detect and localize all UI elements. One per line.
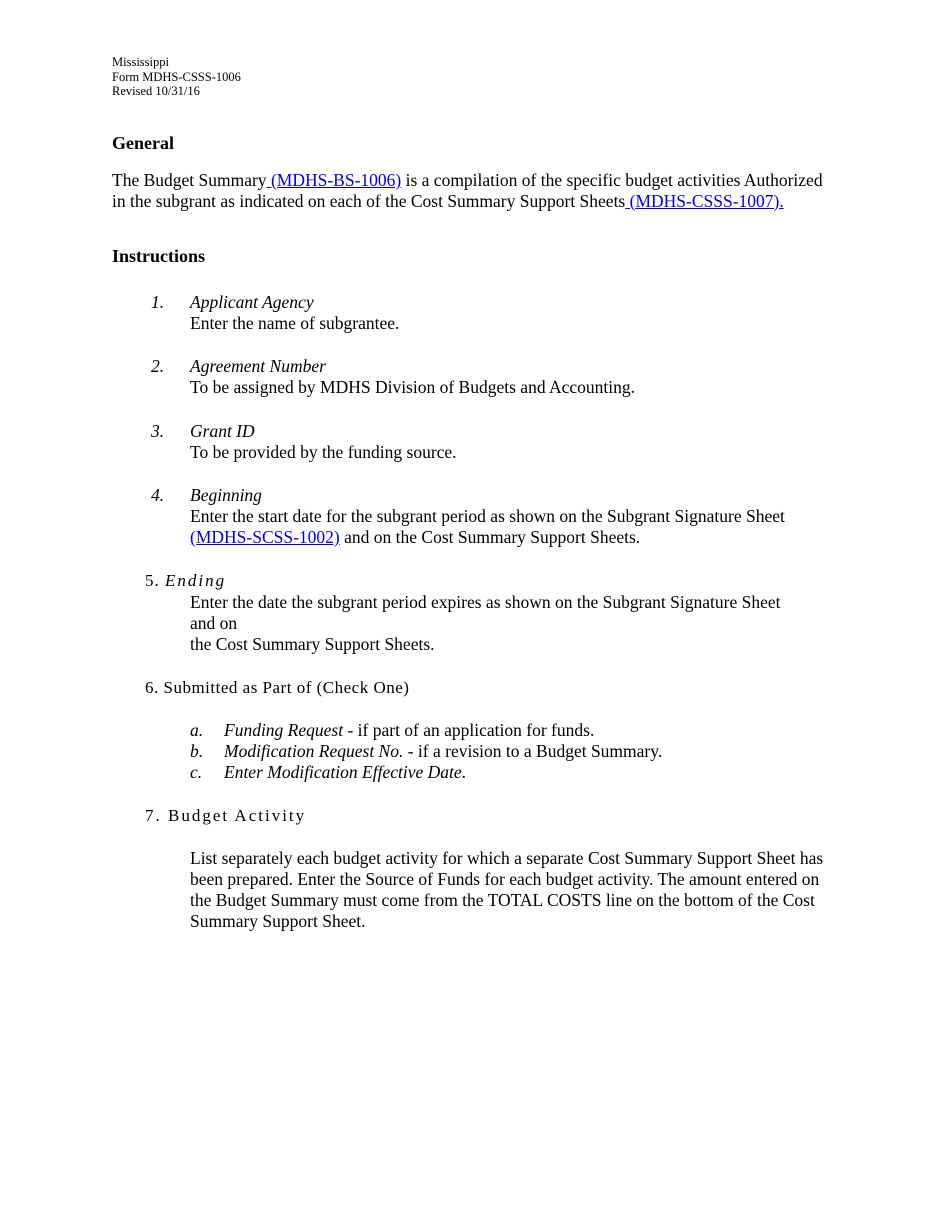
item-6a-title: Funding Request [224,720,344,740]
item-4-title: Beginning [190,485,262,505]
item-7-label: 7. Budget Activity [145,806,307,825]
item-6b-letter: b. [190,741,204,761]
item-6b-desc: - if a revision to a Budget Summary. [403,741,663,761]
item-6c-title: Enter Modification Effective Date [224,762,462,782]
item-6b-text [224,741,662,762]
item-6a-desc: - if part of an application for funds. [343,720,595,740]
general-heading: General [112,133,174,153]
item-5-line-2: and on [190,613,238,633]
item-1-text: Enter the name of subgrantee. [190,313,400,333]
item-2-text: To be assigned by MDHS Division of Budgets and Accounting. [190,377,635,397]
item-2-title: Agreement Number [190,356,326,376]
item-6c-desc: . [461,762,467,782]
item-4-text-main: Enter the start date for the subgrant period as shown on the Subgrant Signature Sheet [190,506,785,526]
item-5-text [190,592,840,655]
header-form-number: Form MDHS-CSSS-1006 [112,69,241,84]
item-5-line-1: Enter the date the subgrant period expires as shown on the Subgrant Signature Sheet [190,592,781,612]
item-5-line-3: the Cost Summary Support Sheets. [190,634,435,654]
general-text-1: The Budget Summary [112,170,267,190]
item-5-label [145,570,226,591]
general-paragraph [112,170,832,211]
instructions-heading: Instructions [112,246,206,266]
item-3-title: Grant ID [190,421,255,441]
item-3-number: 3. [151,421,165,441]
item-6c-letter: c. [190,762,203,782]
item-1-title: Applicant Agency [190,292,314,312]
item-7-text: List separately each budget activity for which a separate Cost Summary Support Sheet has been prepared. Enter the Source of Funds for each budget activity. The amount entered on the Budget Summary must come from the TOTAL COSTS line on the bottom of the Cost Summary Support Sheet. [190,848,824,931]
link-mdhs-bs-1006[interactable]: (MDHS-BS-1006) [266,170,402,190]
item-1-number: 1. [151,292,165,312]
item-4-text-after: and on the Cost Summary Support Sheets. [339,527,641,547]
form-header [112,55,241,99]
item-5-number: 5. [145,571,160,590]
item-2-number: 2. [151,356,165,376]
item-3-text: To be provided by the funding source. [190,442,457,462]
item-4-text [190,506,840,548]
item-5-title: Ending [165,571,227,590]
header-revision-date: Revised 10/31/16 [112,84,200,98]
item-6c-text [224,762,466,783]
link-mdhs-scss-1002[interactable]: (MDHS-SCSS-1002) [190,527,340,547]
item-6-label: 6. Submitted as Part of (Check One) [145,678,410,697]
item-6b-title: Modification Request No. [224,741,404,761]
item-6a-letter: a. [190,720,204,740]
link-mdhs-csss-1007[interactable]: (MDHS-CSSS-1007). [625,190,784,211]
header-state: Mississippi [112,55,169,69]
item-6a-text [224,720,594,741]
item-4-number: 4. [151,485,165,505]
general-text-2: is a compilation of the specific budget activities Authorized in the subgrant as indicated on each of the Cost Summary Support Sheets [112,170,823,211]
